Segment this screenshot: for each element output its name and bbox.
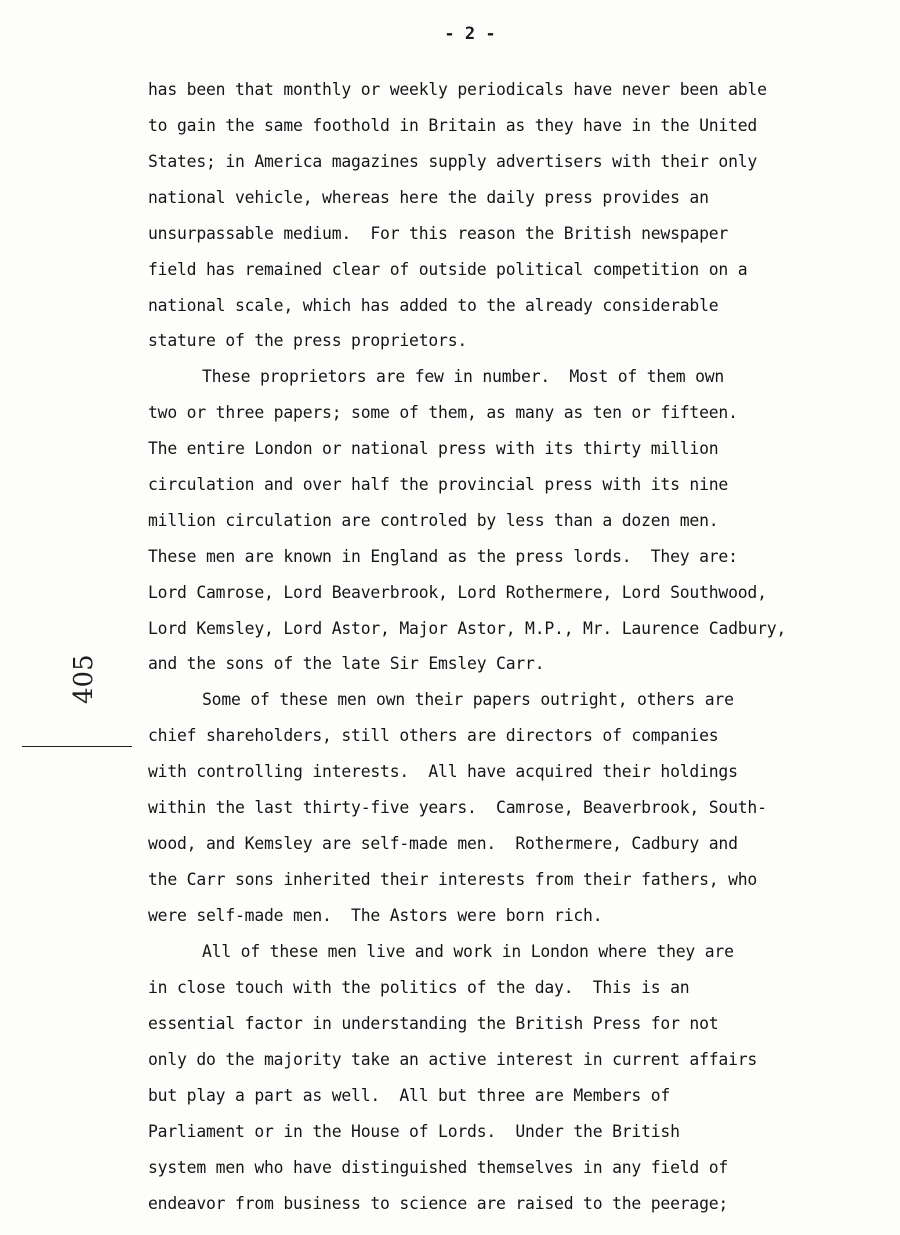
- margin-rule: [22, 746, 132, 747]
- text-line: within the last thirty-five years. Camrose, Beaverbrook, South-: [148, 798, 767, 817]
- text-line: million circulation are controled by less than a dozen men.: [148, 511, 719, 530]
- text-line: system men who have distinguished themselves in any field of: [148, 1158, 729, 1177]
- text-line: circulation and over half the provincial press with its nine: [148, 475, 729, 494]
- text-line: All of these men live and work in London where they are: [202, 942, 734, 961]
- margin-annotation: 405: [69, 654, 99, 704]
- text-line: unsurpassable medium. For this reason the British newspaper: [148, 224, 729, 243]
- text-line: in close touch with the politics of the day. This is an: [148, 978, 690, 997]
- text-line: were self-made men. The Astors were born rich.: [148, 906, 603, 925]
- text-line: only do the majority take an active interest in current affairs: [148, 1050, 758, 1069]
- text-line: two or three papers; some of them, as many as ten or fifteen.: [148, 403, 738, 422]
- text-line: Lord Camrose, Lord Beaverbrook, Lord Rothermere, Lord Southwood,: [148, 583, 767, 602]
- text-line: stature of the press proprietors.: [148, 331, 468, 350]
- text-line: national scale, which has added to the already considerable: [148, 296, 719, 315]
- page-number: - 2 -: [444, 24, 496, 44]
- text-line: with controlling interests. All have acquired their holdings: [148, 762, 738, 781]
- text-line: States; in America magazines supply advertisers with their only: [148, 152, 758, 171]
- text-line: the Carr sons inherited their interests from their fathers, who: [148, 870, 758, 889]
- text-line: essential factor in understanding the British Press for not: [148, 1014, 719, 1033]
- text-line: has been that monthly or weekly periodicals have never been able: [148, 80, 767, 99]
- text-line: These men are known in England as the press lords. They are:: [148, 547, 738, 566]
- text-line: to gain the same foothold in Britain as they have in the United: [148, 116, 758, 135]
- text-line: Parliament or in the House of Lords. Under the British: [148, 1122, 680, 1141]
- text-line: field has remained clear of outside political competition on a: [148, 260, 748, 279]
- text-line: but play a part as well. All but three are Members of: [148, 1086, 671, 1105]
- text-line: Lord Kemsley, Lord Astor, Major Astor, M.P., Mr. Laurence Cadbury,: [148, 619, 787, 638]
- text-line: Some of these men own their papers outright, others are: [202, 690, 734, 709]
- text-line: chief shareholders, still others are directors of companies: [148, 726, 719, 745]
- text-line: wood, and Kemsley are self-made men. Rothermere, Cadbury and: [148, 834, 738, 853]
- text-line: national vehicle, whereas here the daily press provides an: [148, 188, 709, 207]
- text-line: and the sons of the late Sir Emsley Carr.: [148, 654, 545, 673]
- text-line: The entire London or national press with its thirty million: [148, 439, 719, 458]
- text-line: These proprietors are few in number. Most of them own: [202, 367, 725, 386]
- text-line: endeavor from business to science are raised to the peerage;: [148, 1194, 729, 1213]
